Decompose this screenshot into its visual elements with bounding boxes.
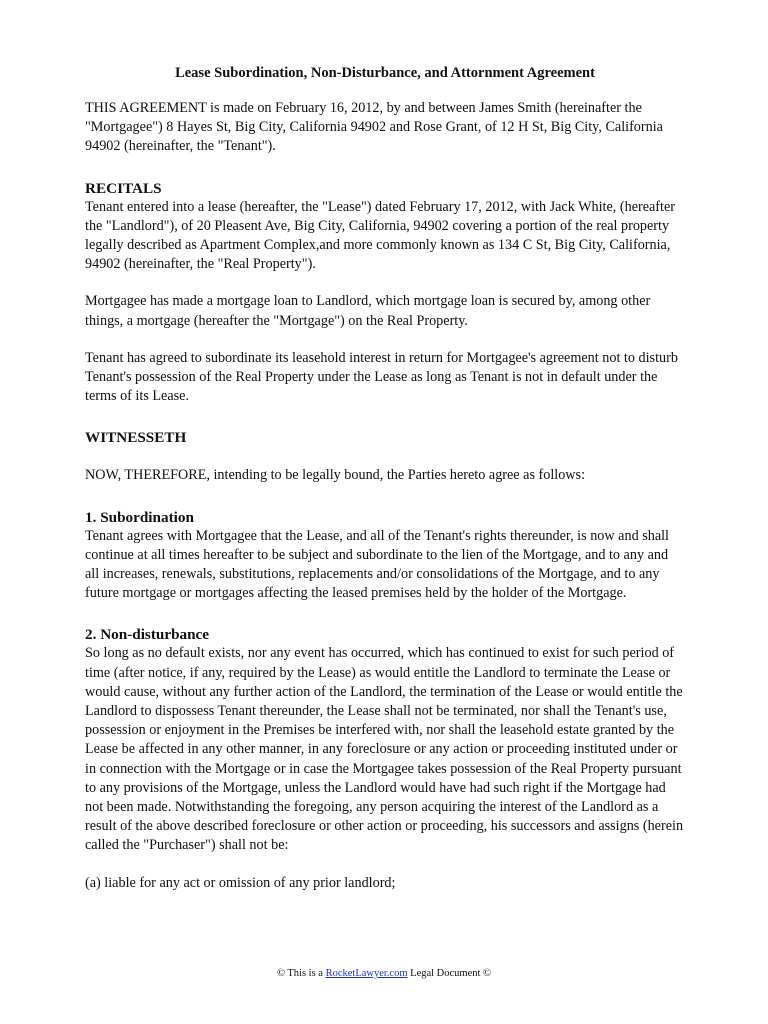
footer: [0, 967, 768, 981]
footer-prefix: © This is a: [276, 968, 326, 979]
section-subordination-text: Tenant agrees with Mortgagee that the Lease, and all of the Tenant's rights thereunder, is now and shall continue at all times hereafter to be subject and subordinate to the lien of the Mortgage, and to any and all increases, renewals, substitutions, replacements and/or consolidations of the Mortgage, and to any future mortgage or mortgages affecting the leased premises held by the holder of the Mortgage.: [85, 527, 669, 602]
footer-suffix: Legal Document ©: [407, 968, 492, 979]
recitals-paragraph-3: Tenant has agreed to subordinate its leasehold interest in return for Mortgagee's agreement not to disturb Tenant's possession of the Real Property under the Lease as long as Tenant is not in default under the terms of its Lease.: [85, 349, 678, 405]
witnesseth-heading: WITNESSETH: [85, 429, 187, 447]
section-non-disturbance-text: So long as no default exists, nor any event has occurred, which has continued to exist for such period of time (after notice, if any, required by the Lease) as would entitle the Landlord to terminate the Lease or would cause, without any further action of the Landlord, the termination of the Lease or would entitle the Landlord to dispossess Tenant thereunder, the Lease shall not be terminated, nor shall the Tenant's use, possession or enjoyment in the Premises be interfered with, nor shall the leasehold estate granted by the Lease be affected in any other manner, in any foreclosure or any action or proceeding instituted under or in connection with the Mortgage or in case the Mortgagee takes possession of the Real Property pursuant to any provisions of the Mortgage, unless the Landlord would have had such right if the Mortgage had not been made. Notwithstanding the foregoing, any person acquiring the interest of the Landlord as a result of the above described foreclosure or other action or proceeding, his successors and assigns (herein called the "Purchaser") shall not be:: [85, 645, 684, 854]
rocketlawyer-link[interactable]: RocketLawyer.com: [325, 968, 408, 979]
clause-a: (a) liable for any act or omission of any prior landlord;: [85, 874, 396, 891]
recitals-paragraph-1: Tenant entered into a lease (hereafter, the "Lease") dated February 17, 2012, with Jack White, (hereafter the "Landlord"), of 20 Pleasent Ave, Big City, California, 94902 covering a portion of the real property legally described as Apartment Complex,and more commonly known as 134 C St, Big City, California, 94902 (hereinafter, the "Real Property").: [85, 198, 675, 273]
document-title: Lease Subordination, Non-Disturbance, and Attornment Agreement: [175, 65, 595, 81]
intro-paragraph: THIS AGREEMENT is made on February 16, 2012, by and between James Smith (hereinafter the "Mortgagee") 8 Hayes St, Big City, California 94902 and Rose Grant, of 12 H St, Big City, California 94902 (hereinafter, the "Tenant").: [85, 100, 663, 155]
witnesseth-paragraph: NOW, THEREFORE, intending to be legally bound, the Parties hereto agree as follows:: [85, 467, 586, 484]
section-non-disturbance-heading: 2. Non-disturbance: [85, 626, 210, 644]
section-subordination-heading: 1. Subordination: [85, 508, 194, 526]
document-page: [85, 63, 685, 893]
recitals-paragraph-2: Mortgagee has made a mortgage loan to Landlord, which mortgage loan is secured by, among other things, a mortgage (hereafter the "Mortgage") on the Real Property.: [85, 293, 651, 329]
recitals-heading: RECITALS: [85, 179, 162, 197]
